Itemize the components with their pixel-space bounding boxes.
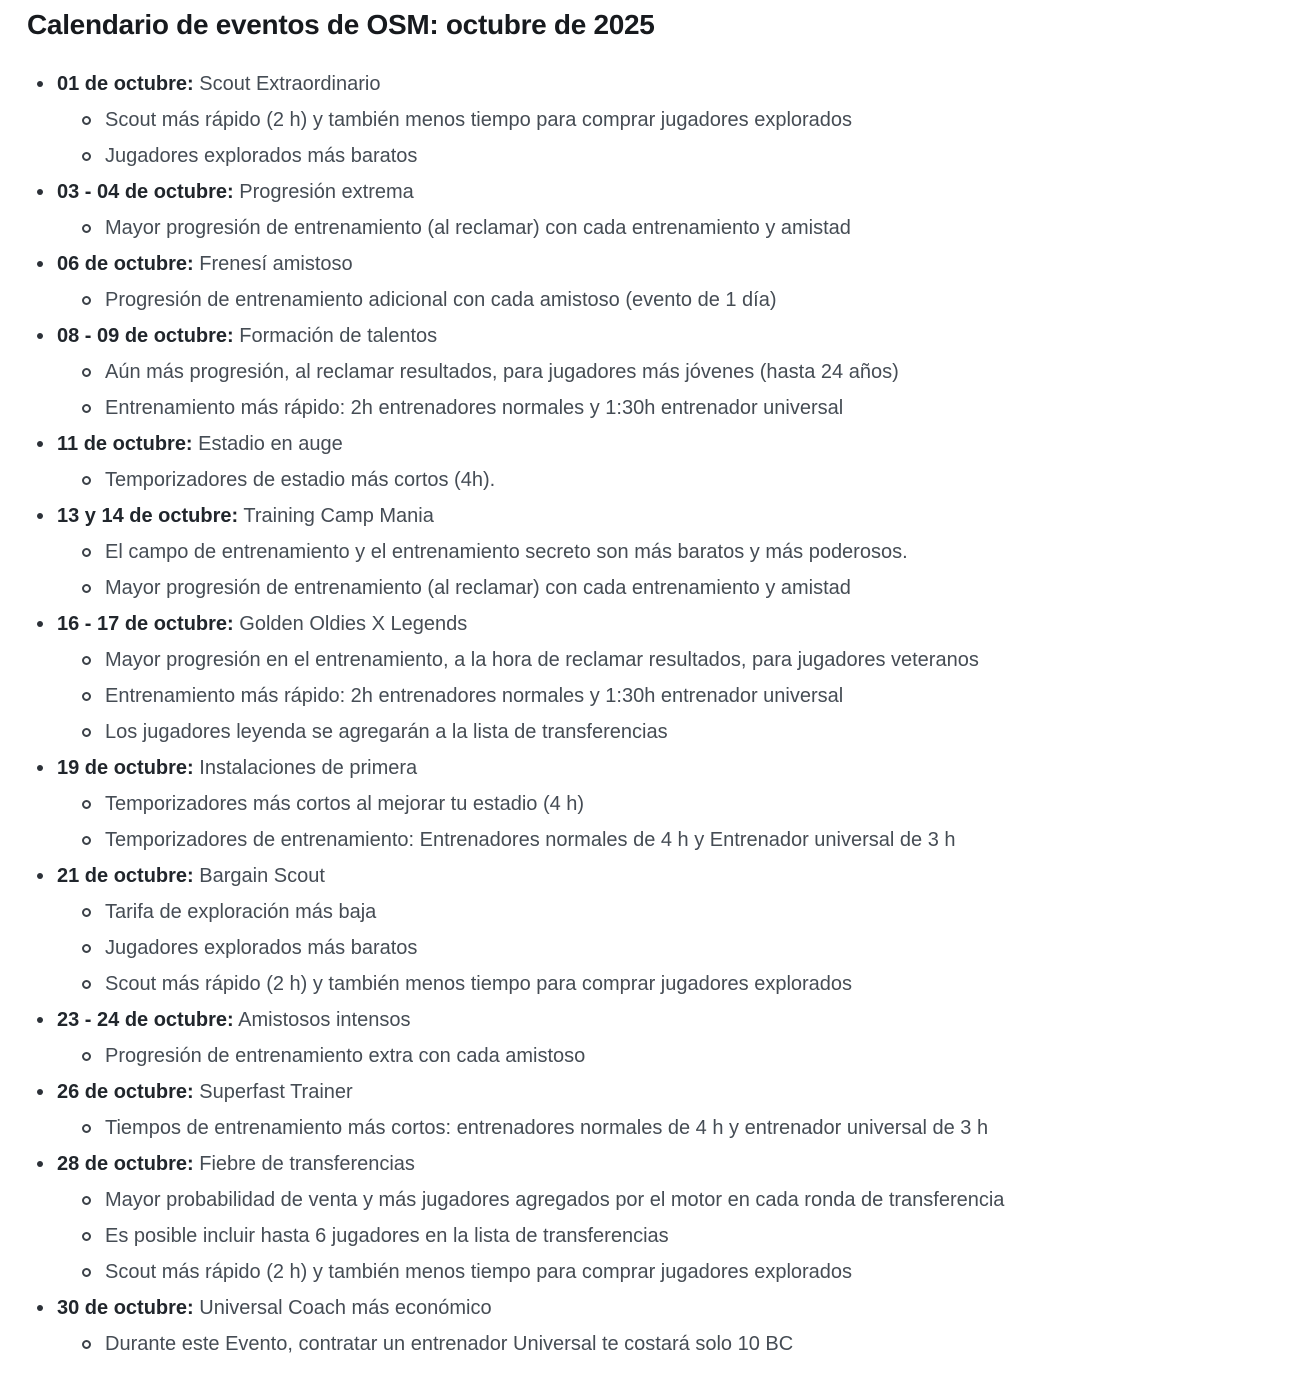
event-date: 21 de octubre: [57, 865, 194, 887]
event-date: 11 de octubre: [57, 433, 193, 455]
event-head [27, 246, 1276, 282]
event-detail-list [27, 282, 1276, 318]
event-detail: Aún más progresión, al reclamar resultados, para jugadores más jóvenes (hasta 24 años) [27, 354, 1276, 390]
event-detail: Es posible incluir hasta 6 jugadores en la lista de transferencias [27, 1218, 1276, 1254]
event-item [27, 1290, 1276, 1362]
event-name: Fiebre de transferencias [199, 1153, 415, 1175]
event-detail: Tiempos de entrenamiento más cortos: entrenadores normales de 4 h y entrenador universal de 3 h [27, 1110, 1276, 1146]
event-detail: Entrenamiento más rápido: 2h entrenadores normales y 1:30h entrenador universal [27, 678, 1276, 714]
event-item [27, 1146, 1276, 1290]
event-detail: Scout más rápido (2 h) y también menos tiempo para comprar jugadores explorados [27, 966, 1276, 1002]
event-detail: Temporizadores más cortos al mejorar tu estadio (4 h) [27, 786, 1276, 822]
event-detail: Temporizadores de estadio más cortos (4h). [27, 462, 1276, 498]
event-detail: El campo de entrenamiento y el entrenamiento secreto son más baratos y más poderosos. [27, 534, 1276, 570]
event-detail: Mayor probabilidad de venta y más jugadores agregados por el motor en cada ronda de transferencia [27, 1182, 1276, 1218]
event-item [27, 246, 1276, 318]
event-name: Training Camp Mania [243, 505, 434, 527]
event-name: Golden Oldies X Legends [239, 613, 468, 635]
event-name: Superfast Trainer [199, 1081, 353, 1103]
event-detail: Entrenamiento más rápido: 2h entrenadores normales y 1:30h entrenador universal [27, 390, 1276, 426]
event-list [27, 66, 1276, 1362]
event-detail: Temporizadores de entrenamiento: Entrenadores normales de 4 h y Entrenador universal de 3 h [27, 822, 1276, 858]
event-item [27, 606, 1276, 750]
event-detail-list [27, 786, 1276, 858]
event-detail: Jugadores explorados más baratos [27, 930, 1276, 966]
event-detail-list [27, 1110, 1276, 1146]
event-date: 26 de octubre: [57, 1081, 194, 1103]
event-head [27, 498, 1276, 534]
event-detail-list [27, 1038, 1276, 1074]
event-head [27, 606, 1276, 642]
event-date: 16 - 17 de octubre: [57, 613, 234, 635]
event-item [27, 66, 1276, 174]
event-detail: Scout más rápido (2 h) y también menos tiempo para comprar jugadores explorados [27, 1254, 1276, 1290]
event-detail-list [27, 462, 1276, 498]
event-detail-list [27, 1182, 1276, 1290]
event-date: 30 de octubre: [57, 1297, 194, 1319]
event-detail: Jugadores explorados más baratos [27, 138, 1276, 174]
event-item [27, 318, 1276, 426]
event-detail: Mayor progresión de entrenamiento (al reclamar) con cada entrenamiento y amistad [27, 210, 1276, 246]
event-detail: Tarifa de exploración más baja [27, 894, 1276, 930]
event-head [27, 1146, 1276, 1182]
event-head [27, 174, 1276, 210]
event-date: 23 - 24 de octubre: [57, 1009, 234, 1031]
event-head [27, 750, 1276, 786]
event-date: 08 - 09 de octubre: [57, 325, 234, 347]
event-detail: Progresión de entrenamiento extra con cada amistoso [27, 1038, 1276, 1074]
event-detail-list [27, 354, 1276, 426]
event-name: Universal Coach más económico [199, 1297, 492, 1319]
event-date: 13 y 14 de octubre: [57, 505, 239, 527]
event-date: 28 de octubre: [57, 1153, 194, 1175]
event-date: 06 de octubre: [57, 253, 194, 275]
event-detail-list [27, 1326, 1276, 1362]
event-detail-list [27, 210, 1276, 246]
page-title: Calendario de eventos de OSM: octubre de 2025 [27, 9, 655, 40]
event-date: 03 - 04 de octubre: [57, 181, 234, 203]
event-head [27, 858, 1276, 894]
event-head [27, 318, 1276, 354]
event-detail: Scout más rápido (2 h) y también menos tiempo para comprar jugadores explorados [27, 102, 1276, 138]
event-name: Bargain Scout [199, 865, 325, 887]
event-head [27, 1074, 1276, 1110]
event-name: Instalaciones de primera [199, 757, 418, 779]
event-item [27, 858, 1276, 1002]
event-name: Amistosos intensos [238, 1009, 411, 1031]
event-name: Progresión extrema [239, 181, 414, 203]
event-item [27, 1002, 1276, 1074]
event-detail-list [27, 894, 1276, 1002]
event-name: Scout Extraordinario [199, 73, 381, 95]
event-detail: Durante este Evento, contratar un entrenador Universal te costará solo 10 BC [27, 1326, 1276, 1362]
event-detail: Mayor progresión de entrenamiento (al reclamar) con cada entrenamiento y amistad [27, 570, 1276, 606]
event-item [27, 498, 1276, 606]
event-head [27, 1290, 1276, 1326]
event-detail: Mayor progresión en el entrenamiento, a la hora de reclamar resultados, para jugadores veteranos [27, 642, 1276, 678]
event-detail-list [27, 534, 1276, 606]
event-head [27, 426, 1276, 462]
event-detail: Progresión de entrenamiento adicional con cada amistoso (evento de 1 día) [27, 282, 1276, 318]
event-item [27, 1074, 1276, 1146]
event-detail: Los jugadores leyenda se agregarán a la lista de transferencias [27, 714, 1276, 750]
event-date: 19 de octubre: [57, 757, 194, 779]
event-detail-list [27, 102, 1276, 174]
event-item [27, 174, 1276, 246]
event-date: 01 de octubre: [57, 73, 194, 95]
event-detail-list [27, 642, 1276, 750]
event-name: Formación de talentos [239, 325, 438, 347]
event-head [27, 1002, 1276, 1038]
event-name: Frenesí amistoso [199, 253, 353, 275]
event-head [27, 66, 1276, 102]
event-item [27, 750, 1276, 858]
event-item [27, 426, 1276, 498]
event-name: Estadio en auge [198, 433, 343, 455]
